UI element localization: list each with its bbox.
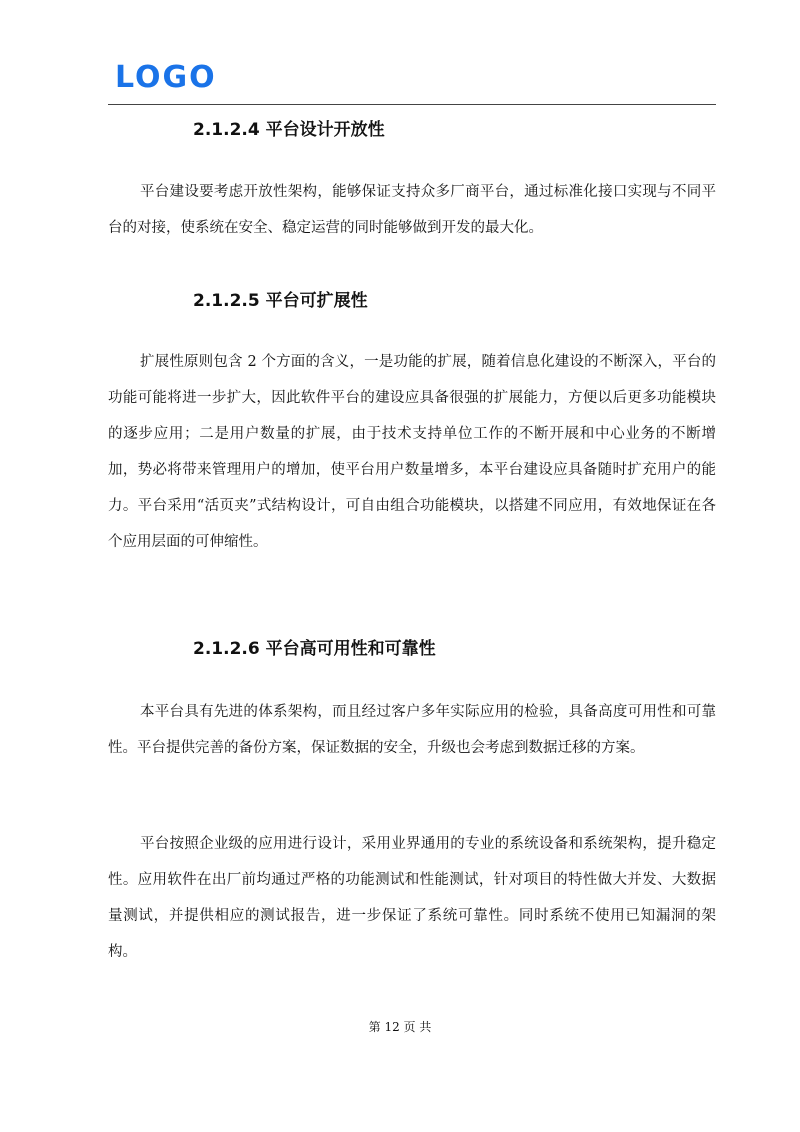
section-heading-platform-availability: 2.1.2.6 平台高可用性和可靠性 bbox=[193, 639, 436, 659]
paragraph-platform-openness: 平台建设要考虑开放性架构，能够保证支持众多厂商平台，通过标准化接口实现与不同平台的对接，使系统在安全、稳定运营的同时能够做到开发的最大化。 bbox=[108, 184, 716, 236]
paragraph-platform-availability-1: 本平台具有先进的体系架构，而且经过客户多年实际应用的检验，具备高度可用性和可靠性。平台提供完善的备份方案，保证数据的安全，升级也会考虑到数据迁移的方案。 bbox=[108, 704, 716, 756]
page-number-footer: 第 12 页 共 bbox=[368, 1020, 432, 1034]
section-heading-platform-scalability: 2.1.2.5 平台可扩展性 bbox=[193, 291, 368, 311]
company-logo: LOGO bbox=[115, 60, 217, 95]
header-divider bbox=[108, 104, 716, 105]
paragraph-platform-scalability: 扩展性原则包含 2 个方面的含义，一是功能的扩展，随着信息化建设的不断深入，平台的功能可能将进一步扩大，因此软件平台的建设应具备很强的扩展能力，方便以后更多功能模块的逐步应用；二是用户数量的扩展，由于技术支持单位工作的不断开展和中心业务的不断增加，势必将带来管理用户的增加，使平台用户数量增多，本平台建设应具备随时扩充用户的能力。平台采用“活页夹”式结构设计，可自由组合功能模块，以搭建不同应用，有效地保证在各个应用层面的可伸缩性。 bbox=[108, 354, 716, 550]
paragraph-platform-availability-2: 平台按照企业级的应用进行设计，采用业界通用的专业的系统设备和系统架构，提升稳定性。应用软件在出厂前均通过严格的功能测试和性能测试，针对项目的特性做大并发、大数据量测试，并提供相应的测试报告，进一步保证了系统可靠性。同时系统不使用已知漏洞的架构。 bbox=[108, 836, 716, 960]
section-heading-platform-openness: 2.1.2.4 平台设计开放性 bbox=[193, 120, 385, 140]
